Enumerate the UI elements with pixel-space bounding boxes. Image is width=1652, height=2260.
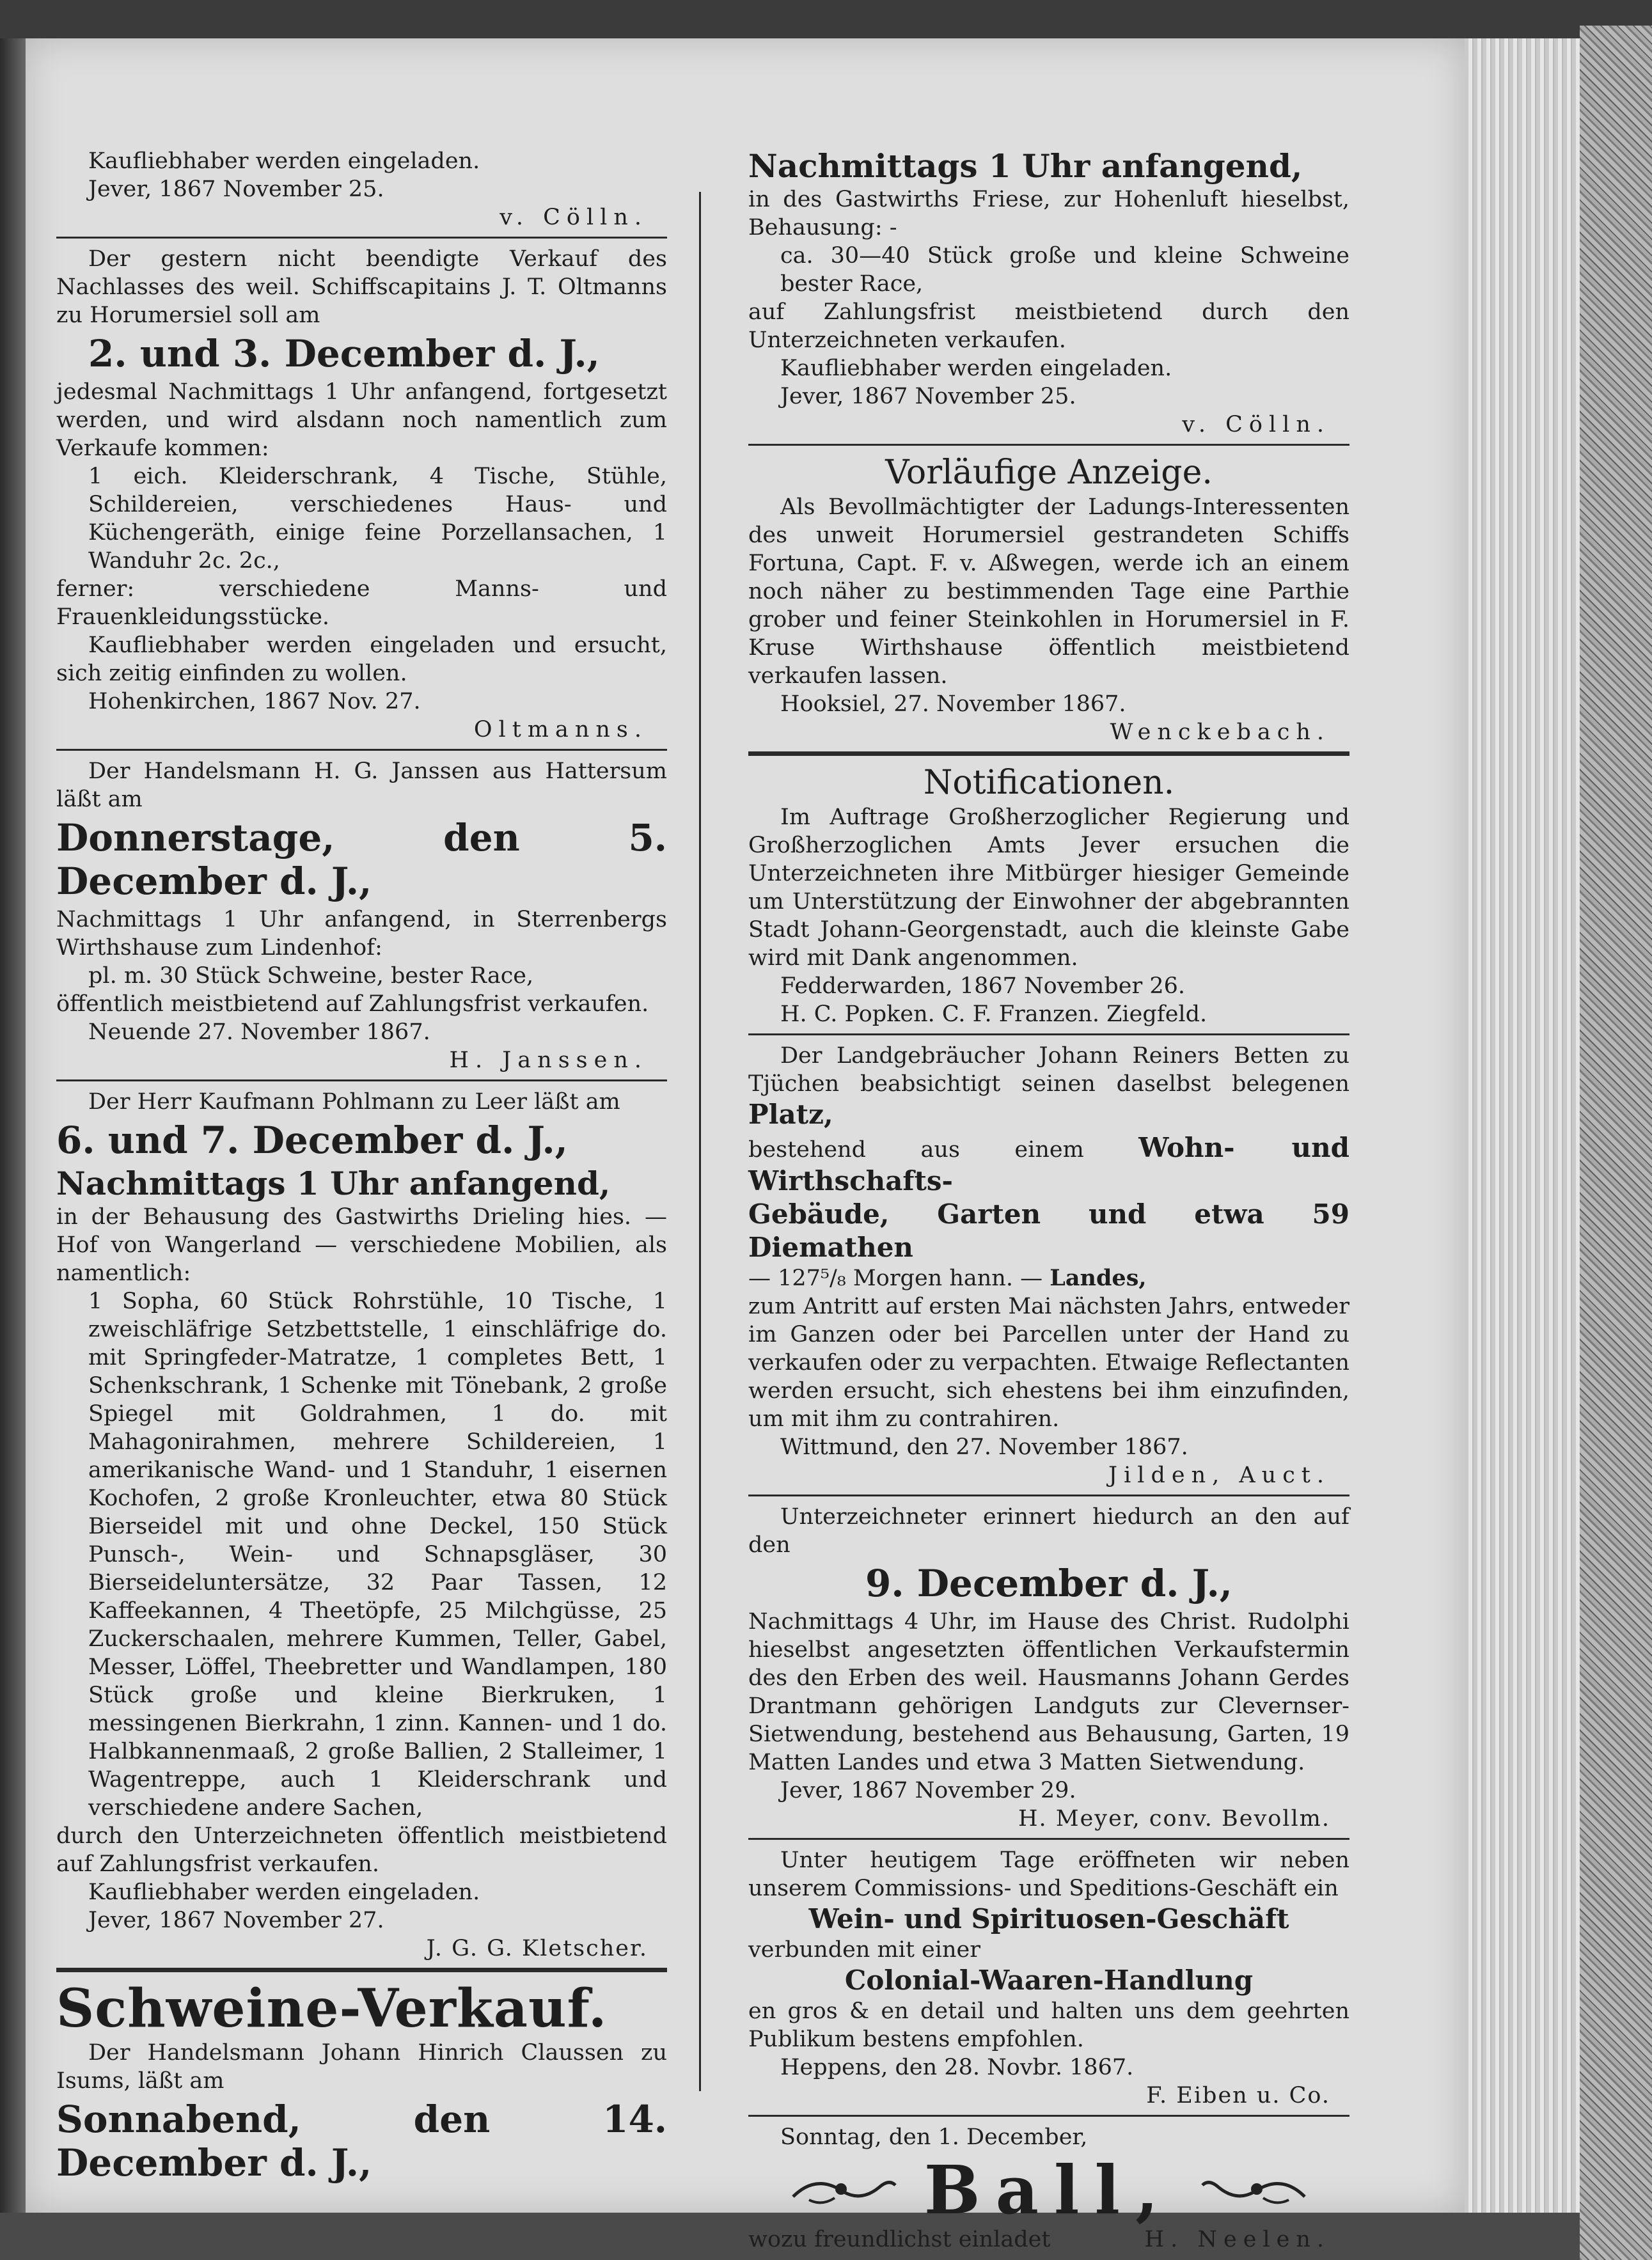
ad-meyer bbox=[748, 1503, 1349, 1833]
ad-ball bbox=[748, 2123, 1349, 2254]
ad-closing: wozu freundlichst einladet bbox=[748, 2227, 1051, 2252]
ad-body: zum Antritt auf ersten Mai nächsten Jahrs, entweder im Ganzen oder bei Parcellen unter der Hand zu verkaufen oder zu verpachten. Etwaige Reflectanten werden ersucht, sich ehestens bei ihm einzufinden, um mit ihm zu contrahiren. bbox=[748, 1294, 1349, 1432]
right-column bbox=[748, 147, 1349, 2256]
ad-body: jedesmal Nachmittags 1 Uhr anfangend, fortgesetzt werden, und wird alsdann noch namentlich zum Verkaufe kommen: bbox=[56, 379, 667, 461]
ad-date: 9. December d. J., bbox=[865, 1562, 1232, 1605]
ad-eiben bbox=[748, 1846, 1349, 2110]
ad-title: Notificationen. bbox=[923, 764, 1175, 802]
ad-betten bbox=[748, 1042, 1349, 1489]
ad-place: Jever, 1867 November 29. bbox=[780, 1778, 1076, 1803]
ad-date: 2. und 3. December d. J., bbox=[88, 332, 600, 375]
divider bbox=[56, 237, 667, 239]
ad-time: Nachmittags 1 Uhr anfangend, bbox=[56, 1165, 611, 1202]
ad-invite: Kaufliebhaber werden eingeladen und ersucht, sich zeitig einfinden zu wollen. bbox=[56, 632, 667, 686]
ad-intro-text: Der Landgebräucher Johann Reiners Betten zu Tjüchen beabsichtigt seinen daselbst belegenen bbox=[748, 1043, 1349, 1097]
ad-items: ca. 30—40 Stück große und kleine Schweine bester Race, bbox=[780, 243, 1349, 297]
ad-notificationen bbox=[748, 762, 1349, 1028]
divider bbox=[56, 1968, 667, 1972]
ad-line bbox=[748, 1264, 1349, 1292]
ornament-left-icon bbox=[790, 2171, 899, 2209]
signature: v. Cölln. bbox=[500, 205, 648, 230]
divider bbox=[56, 749, 667, 751]
ad-invite: Kaufliebhaber werden eingeladen. bbox=[780, 356, 1172, 381]
ad-bold: Wohn- und Wirthschafts- bbox=[748, 1132, 1349, 1197]
ad-items: pl. m. 30 Stück Schweine, bester Race, bbox=[88, 963, 534, 989]
ad-body: Nachmittags 4 Uhr, im Hause des Christ. Rudolphi hieselbst angesetzten öffentlichen Verkaufstermin des den Erben des weil. Hausmanns Johann Gerdes Drantmann gehörigen Landguts zur Clevernser-Sietwendung, bestehend aus Behausung, Garten, 19 Matten Landes und etwa 3 Matten Sietwendung. bbox=[748, 1609, 1349, 1775]
divider bbox=[748, 444, 1349, 446]
ornament-right-icon bbox=[1199, 2171, 1308, 2209]
left-column bbox=[56, 147, 667, 2187]
ad-invite: Kaufliebhaber werden eingeladen. bbox=[88, 1879, 480, 1905]
ad-date: Sonnabend, den 14. December d. J., bbox=[56, 2098, 667, 2185]
ad-body: auf Zahlungsfrist meistbietend durch den Unterzeichneten verkaufen. bbox=[748, 299, 1349, 353]
divider bbox=[748, 2115, 1349, 2117]
ad-body: Nachmittags 1 Uhr anfangend, in Sterrenbergs Wirthshause zum Lindenhof: bbox=[56, 907, 667, 961]
ad-janssen bbox=[56, 757, 667, 1074]
ad-intro: Sonntag, den 1. December, bbox=[780, 2124, 1088, 2150]
ad-title: Schweine-Verkauf. bbox=[56, 1978, 608, 2039]
signature: Wenckebach. bbox=[1110, 719, 1330, 745]
ad-body: Als Bevollmächtigter der Ladungs-Interessenten des unweit Horumersiel gestrandeten Schiffs Fortuna, Capt. F. v. Aßwegen, werde ich an einem noch näher zu bestimmenden Tage eine Parthie grober und feiner Steinkohlen in Horumersiel in F. Kruse Wirthshause öffentlich meistbietend verkaufen lassen. bbox=[748, 494, 1349, 689]
ad-date: Donnerstage, den 5. December d. J., bbox=[56, 816, 667, 903]
divider bbox=[748, 1838, 1349, 1840]
ad-time: Nachmittags 1 Uhr anfangend, bbox=[748, 147, 1303, 185]
ad-date: 6. und 7. December d. J., bbox=[56, 1118, 568, 1162]
ad-place: Heppens, den 28. Novbr. 1867. bbox=[780, 2055, 1134, 2080]
ad-coelln-1 bbox=[56, 147, 667, 231]
ad-body: in der Behausung des Gastwirths Drieling hies. — Hof von Wangerland — verschiedene Mobilien, als namentlich: bbox=[56, 1204, 667, 1286]
ad-line-text: bestehend aus einem bbox=[748, 1137, 1084, 1163]
ad-place: Neuende 27. November 1867. bbox=[88, 1019, 430, 1045]
ad-vorlaeufige-anzeige bbox=[748, 452, 1349, 746]
ad-place: Hohenkirchen, 1867 Nov. 27. bbox=[88, 689, 421, 714]
signature: H. Janssen. bbox=[449, 1048, 648, 1073]
ad-body: en gros & en detail und halten uns dem geehrten Publikum bestens empfohlen. bbox=[748, 1998, 1349, 2052]
ad-line: Jever, 1867 November 25. bbox=[88, 177, 384, 202]
ad-body: Im Auftrage Großherzoglicher Regierung und Großherzoglichen Amts Jever ersuchen die Unterzeichneten ihre Mitbürger hiesiger Gemeinde um Unterstützung der Einwohner der abgebrannten Stadt Johann-Georgenstadt, auch die kleinste Gabe wird mit Dank angenommen. bbox=[748, 804, 1349, 971]
signature: J. G. G. Kletscher. bbox=[426, 1936, 648, 1961]
ad-items: 1 Sopha, 60 Stück Rohrstühle, 10 Tische, 1 zweischläfrige Setzbettstelle, 1 einschläfrige do. mit Springfeder-Matratze, 1 completes Bett, 1 Schenkschrank, 1 Schenke mit Tönebank, 2 große Spiegel mit Goldrahmen, 1 do. mit Mahagonirahmen, mehrere Schildereien, 1 amerikanische Wand- und 1 Standuhr, 1 eisernen Kochofen, 2 große Kronleuchter, etwa 80 Stück Bierseidel mit und ohne Deckel, 150 Stück Punsch-, Wein- und Schnapsgläser, 30 Bierseideluntersätze, 32 Paar Tassen, 12 Kaffeekannen, 4 Theetöpfe, 25 Milchgüsse, 25 Zuckerschaalen, mehrere Kummen, Teller, Gabel, Messer, Löffel, Theebretter und Wandlampen, 180 Stück große und kleine Bierkruken, 1 messingenen Bierkrahn, 1 zinn. Kannen- und 1 do. Halbkannenmaaß, 2 große Ballien, 2 Stalleimer, 1 Wagentreppe, auch 1 Kleiderschrank und verschiedene andere Sachen, bbox=[88, 1289, 667, 1821]
ad-line-text: — 127⁵/₈ Morgen hann. — bbox=[748, 1266, 1043, 1291]
ball-heading bbox=[748, 2151, 1349, 2229]
signature: H. C. Popken. C. F. Franzen. Ziegfeld. bbox=[780, 1001, 1208, 1027]
ad-intro bbox=[748, 1042, 1349, 1131]
ad-body: öffentlich meistbietend auf Zahlungsfrist verkaufen. bbox=[56, 991, 649, 1017]
signature: F. Eiben u. Co. bbox=[1146, 2083, 1330, 2108]
ad-pohlmann bbox=[56, 1088, 667, 1963]
signature: H. Neelen. bbox=[1144, 2227, 1330, 2252]
ad-oltmanns bbox=[56, 245, 667, 744]
divider bbox=[748, 1495, 1349, 1496]
book-edge-speckle bbox=[1580, 26, 1652, 2260]
divider bbox=[748, 751, 1349, 756]
ad-intro: Der Handelsmann H. G. Janssen aus Hattersum läßt am bbox=[56, 758, 667, 812]
ball-footer bbox=[748, 2225, 1349, 2254]
ball-title: Ball, bbox=[924, 2151, 1174, 2229]
ad-body: durch den Unterzeichneten öffentlich meistbietend auf Zahlungsfrist verkaufen. bbox=[56, 1823, 667, 1877]
ad-intro: Der Herr Kaufmann Pohlmann zu Leer läßt am bbox=[88, 1089, 620, 1115]
column-divider bbox=[699, 192, 701, 2091]
divider bbox=[748, 1033, 1349, 1035]
divider bbox=[56, 1079, 667, 1081]
signature: v. Cölln. bbox=[1182, 412, 1330, 437]
ad-place: Jever, 1867 November 27. bbox=[88, 1908, 384, 1933]
binding-shadow bbox=[0, 38, 26, 2260]
ad-place: Fedderwarden, 1867 November 26. bbox=[780, 973, 1186, 999]
ad-intro: Unterzeichneter erinnert hiedurch an den auf den bbox=[748, 1504, 1349, 1558]
ad-bold-line: Colonial-Waaren-Handlung bbox=[844, 1965, 1254, 1996]
ad-items: ferner: verschiedene Manns- und Frauenkleidungsstücke. bbox=[56, 576, 667, 630]
ad-items: 1 eich. Kleiderschrank, 4 Tische, Stühle, Schildereien, verschiedenes Haus- und Küchengeräth, einige feine Porzellansachen, 1 Wanduhr 2c. 2c., bbox=[88, 464, 667, 574]
ad-place: Hooksiel, 27. November 1867. bbox=[780, 691, 1126, 717]
ad-line: verbunden mit einer bbox=[748, 1937, 980, 1963]
page-stack-edge bbox=[1465, 38, 1580, 2232]
signature: Oltmanns. bbox=[473, 717, 648, 742]
signature: Jilden, Auct. bbox=[1108, 1463, 1330, 1488]
ad-title: Vorläufige Anzeige. bbox=[885, 453, 1213, 492]
ad-line: Kaufliebhaber werden eingeladen. bbox=[88, 148, 480, 174]
ad-schweine-verkauf bbox=[56, 1979, 667, 2185]
ad-intro: Unter heutigem Tage eröffneten wir neben unserem Commissions- und Speditions-Geschäft ein bbox=[748, 1848, 1349, 1901]
signature: H. Meyer, conv. Bevollm. bbox=[1018, 1806, 1330, 1832]
ad-body: in des Gastwirths Friese, zur Hohenluft hieselbst, Behausung: - bbox=[748, 187, 1349, 240]
ad-intro: Der gestern nicht beendigte Verkauf des Nachlasses des weil. Schiffscapitains J. T. Oltmanns zu Horumersiel soll am bbox=[56, 246, 667, 328]
ad-bold: Platz, bbox=[748, 1099, 833, 1130]
ad-line bbox=[748, 1131, 1349, 1198]
ad-place: Jever, 1867 November 25. bbox=[780, 384, 1076, 409]
ad-bold-line: Wein- und Spirituosen-Geschäft bbox=[808, 1903, 1289, 1934]
ad-bold-line: Gebäude, Garten und etwa 59 Diemathen bbox=[748, 1198, 1349, 1263]
ad-intro: Der Handelsmann Johann Hinrich Claussen zu Isums, läßt am bbox=[56, 2040, 667, 2094]
ad-bold: Landes, bbox=[1050, 1265, 1147, 1291]
ad-friese bbox=[748, 147, 1349, 439]
ad-place: Wittmund, den 27. November 1867. bbox=[780, 1434, 1188, 1460]
